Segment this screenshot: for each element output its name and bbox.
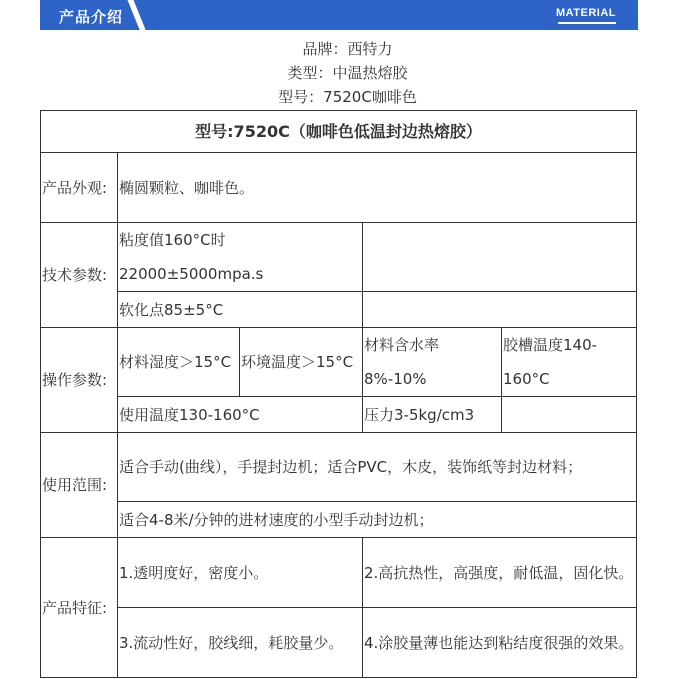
tank-temperature: 胶槽温度140-160°C: [502, 328, 637, 397]
empty-cell: [502, 397, 637, 433]
features-row-2: [41, 608, 637, 678]
scope-row-2: [41, 502, 637, 538]
material-label: MATERIAL: [555, 7, 616, 19]
moisture-content: 材料含水率8%-10%: [363, 328, 502, 397]
environment-temperature: 环境温度＞15°C: [240, 328, 363, 397]
features-row-1: [41, 538, 637, 608]
tech-row-2: [41, 292, 637, 328]
material-underline: [558, 22, 616, 24]
type-line: 类型：中温热熔胶: [287, 64, 408, 82]
viscosity-value: 粘度值160°C时22000±5000mpa.s: [118, 223, 363, 292]
appearance-value: 椭圆颗粒、咖啡色。: [118, 153, 637, 223]
operation-row-1: [41, 328, 637, 397]
feature-3: 3.流动性好，胶线细，耗胶量少。: [118, 608, 363, 678]
table-title: 型号:7520C（咖啡色低温封边热熔胶）: [41, 111, 637, 153]
empty-cell: [363, 292, 637, 328]
operation-row-2: [41, 397, 637, 433]
softening-value: 软化点85±5°C: [118, 292, 363, 328]
tech-label: 技术参数:: [41, 223, 118, 328]
section-header: [40, 0, 638, 30]
feature-4: 4.涂胶量薄也能达到粘结度很强的效果。: [363, 608, 637, 678]
operation-label: 操作参数:: [41, 328, 118, 433]
header-divider: [126, 0, 148, 30]
model-line: 型号：7520C咖啡色: [278, 88, 417, 106]
appearance-row: [41, 153, 637, 223]
tech-row-1: [41, 223, 637, 292]
material-humidity: 材料湿度＞15°C: [118, 328, 240, 397]
pressure-value: 压力3-5kg/cm3: [363, 397, 502, 433]
scope-line-1: 适合手动(曲线），手提封边机；适合PVC，木皮，装饰纸等封边材料；: [118, 433, 637, 502]
empty-cell: [363, 223, 637, 292]
feature-1: 1.透明度好，密度小。: [118, 538, 363, 608]
appearance-label: 产品外观:: [41, 153, 118, 223]
brand-line: 品牌：西特力: [302, 40, 393, 58]
features-label: 产品特征:: [41, 538, 118, 678]
feature-2: 2.高抗热性，高强度，耐低温，固化快。: [363, 538, 637, 608]
scope-line-2: 适合4-8米/分钟的进材速度的小型手动封边机；: [118, 502, 637, 538]
scope-row-1: [41, 433, 637, 502]
section-title: 产品介绍: [59, 8, 124, 26]
title-row: [41, 111, 637, 153]
spec-table: [40, 110, 637, 678]
scope-label: 使用范围:: [41, 433, 118, 538]
use-temperature: 使用温度130-160°C: [118, 397, 363, 433]
